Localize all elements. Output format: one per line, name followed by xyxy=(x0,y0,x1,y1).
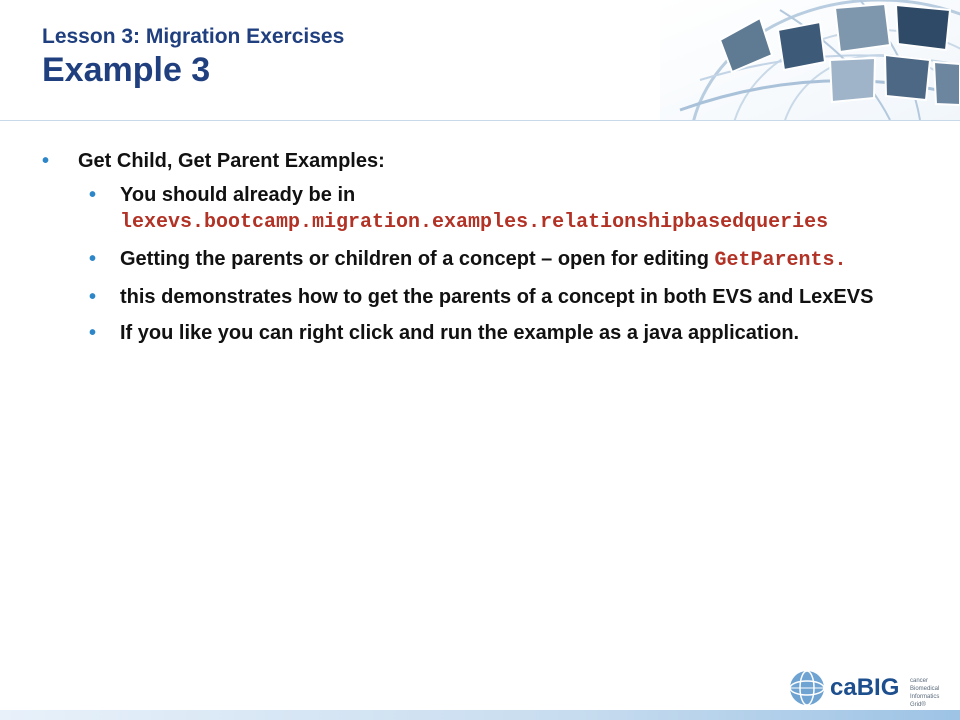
logo-tagline: cancer Biomedical Informatics Grid® xyxy=(910,678,940,708)
bullet-sub-3-text: this demonstrates how to get the parents of a concept in both EVS and LexEVS xyxy=(120,286,874,308)
header-divider xyxy=(0,120,960,121)
bullet-sub-1 xyxy=(42,182,922,236)
globe-logo-icon xyxy=(788,669,826,707)
bullet-sub-2 xyxy=(42,246,922,274)
photo-tile xyxy=(934,62,960,105)
bullet-main-text: Get Child, Get Parent Examples: xyxy=(78,150,385,172)
bullet-dot-icon: • xyxy=(89,286,97,308)
bullet-dot-icon: • xyxy=(42,150,50,172)
slide-header xyxy=(42,24,344,90)
slide-content xyxy=(42,148,922,356)
bullet-sub-4-text: If you like you can right click and run the example as a java application. xyxy=(120,322,800,344)
photo-tile xyxy=(885,55,930,100)
globe-graphic xyxy=(660,0,960,120)
bullet-dot-icon: • xyxy=(89,248,97,270)
photo-tile xyxy=(835,4,890,52)
photo-tile xyxy=(830,58,875,102)
cabig-logo xyxy=(788,668,948,708)
bullet-sub-2-text: Getting the parents or children of a concept – open for editing xyxy=(120,248,709,270)
bullet-sub-1-text: You should already be in xyxy=(120,184,356,206)
bullet-main xyxy=(42,148,922,174)
photo-tile xyxy=(896,5,950,50)
bullet-dot-icon: • xyxy=(89,184,97,206)
package-name-code: lexevs.bootcamp.migration.examples.relationshipbasedqueries xyxy=(120,211,829,234)
class-name-code: GetParents. xyxy=(714,249,847,272)
logo-wordmark: caBIG xyxy=(830,674,900,701)
slide-title: Example 3 xyxy=(42,51,211,89)
bullet-sub-3 xyxy=(42,284,922,310)
slide-subtitle: Lesson 3: Migration Exercises xyxy=(42,25,345,48)
photo-tile xyxy=(778,22,825,70)
bullet-sub-4 xyxy=(42,320,922,346)
bullet-dot-icon: • xyxy=(89,322,97,344)
footer-band xyxy=(0,710,960,720)
